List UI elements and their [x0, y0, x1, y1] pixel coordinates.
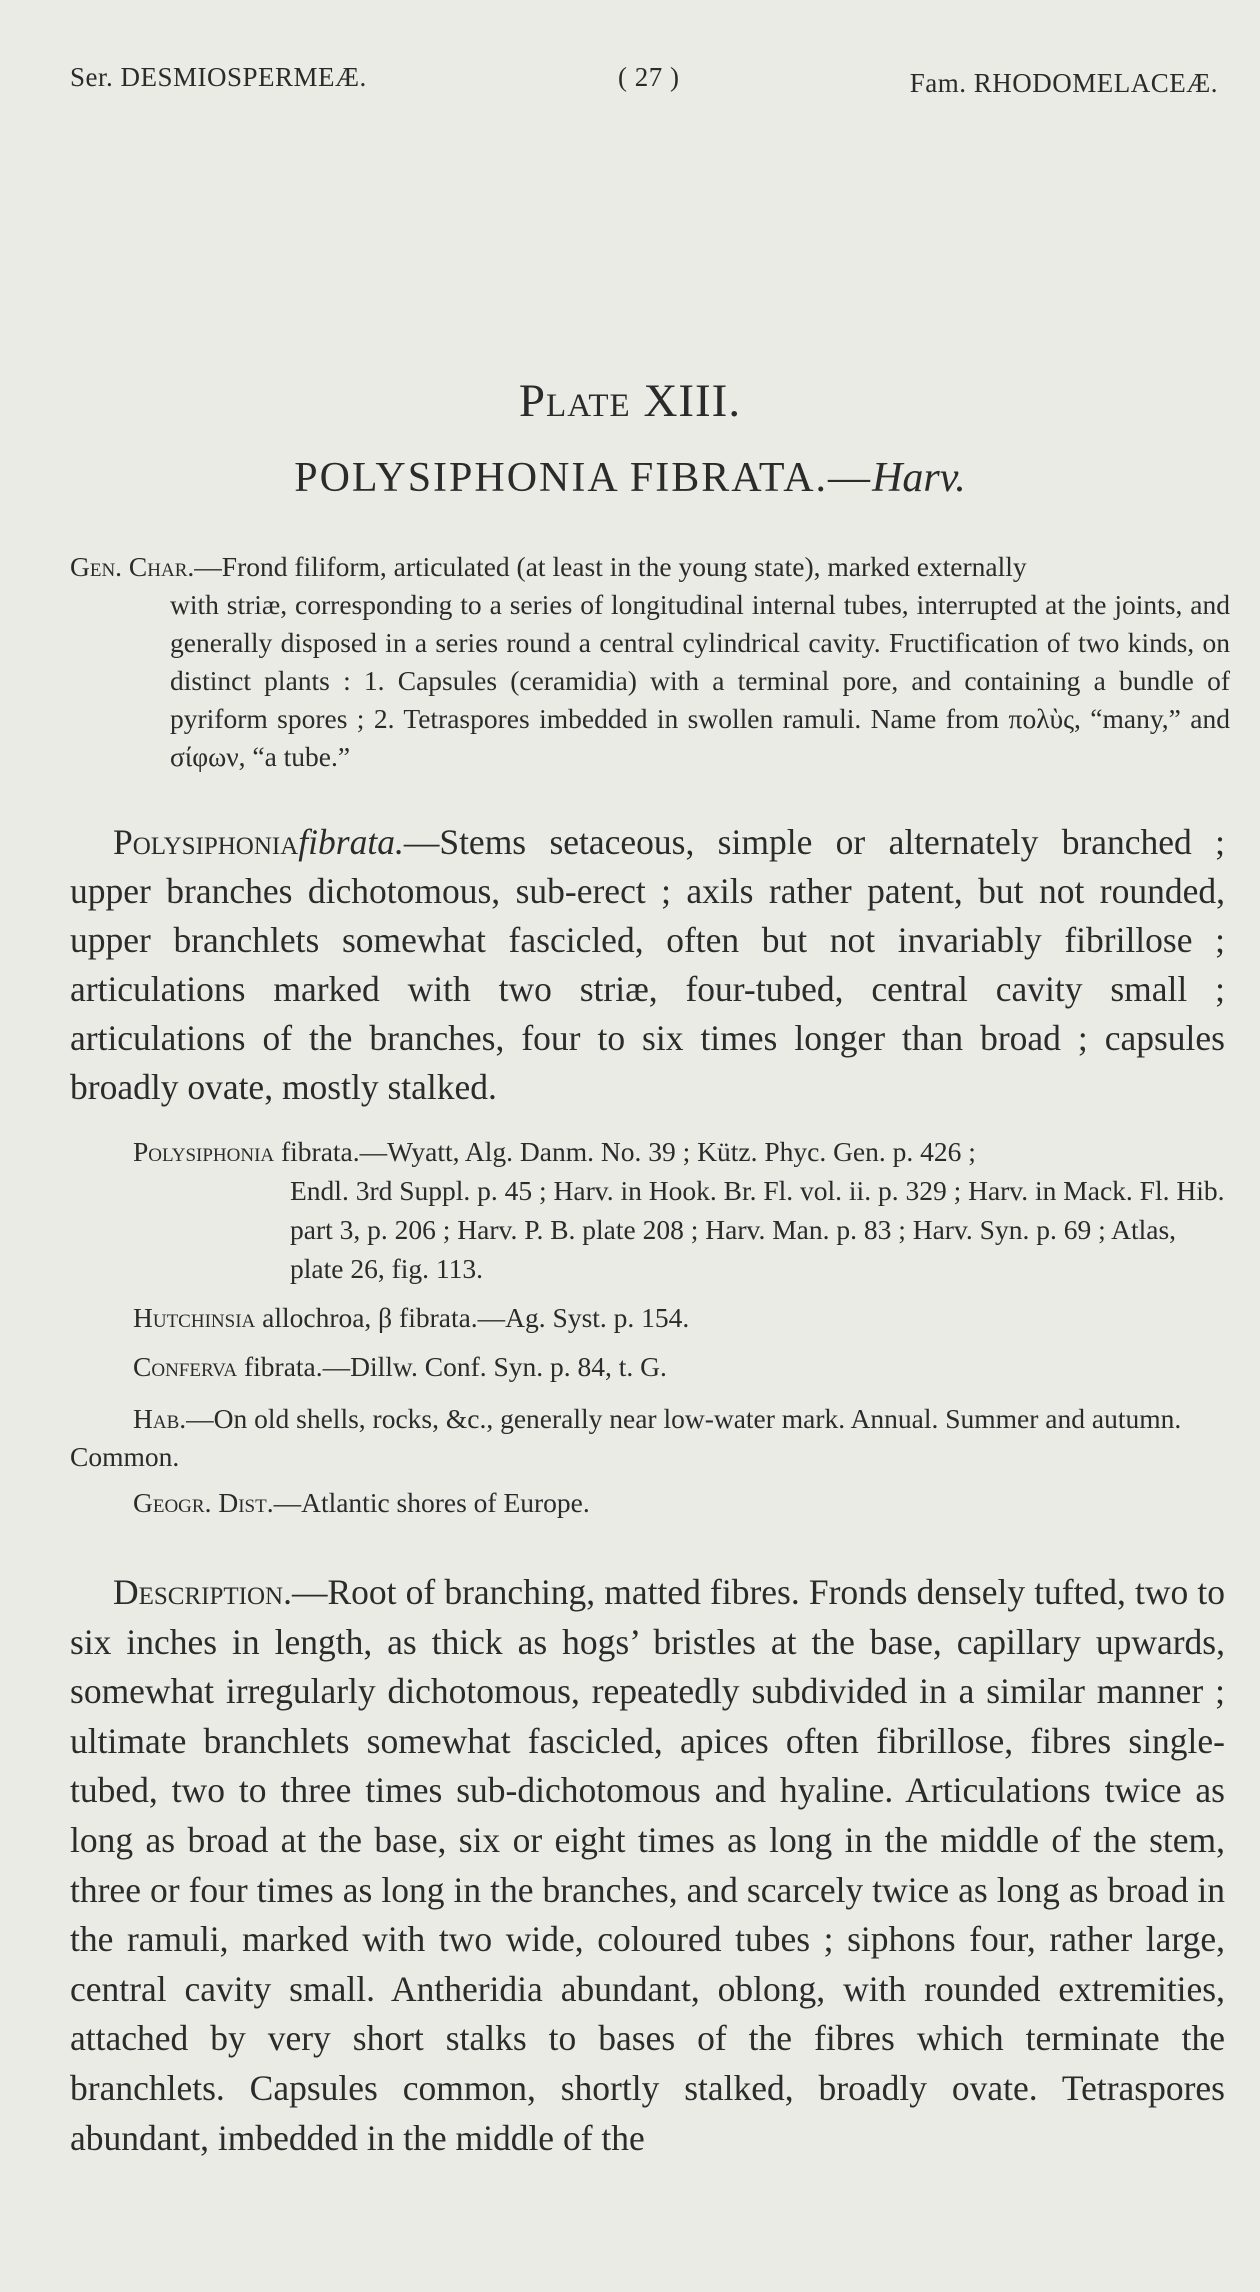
- generic-character-label: Gen. Char.: [70, 551, 195, 582]
- plate-title: Plate XIII.: [518, 375, 742, 427]
- diagnosis-genus: Polysiphonia: [113, 822, 299, 862]
- diagnosis-species: fibrata.: [298, 822, 404, 862]
- synonymy-continuation: Endl. 3rd Suppl. p. 45 ; Harv. in Hook. Br. Fl. vol. ii. p. 329 ; Harv. in Mack. Fl. Hib. part 3, p. 206 ; Harv. P. B. plate 208 ; Harv. Man. p. 83 ; Harv. Syn. p. 69 ; Atlas, plate 26, fig. 113.: [290, 1175, 1225, 1284]
- synonymy-reference: fibrata.—Dillw. Conf. Syn. p. 84, t. G.: [243, 1351, 667, 1382]
- specific-diagnosis: [70, 818, 1225, 1112]
- synonymy-list: [133, 1132, 1225, 1396]
- description-paragraph: [70, 1568, 1225, 2163]
- habitat-label: Hab.: [133, 1403, 187, 1434]
- generic-character-line1: —Frond filiform, articulated (at least in the young state), marked externally: [194, 551, 1027, 582]
- generic-character-first-line: [70, 548, 1230, 586]
- synonymy-entry: [133, 1298, 1225, 1337]
- distribution-label: Geogr. Dist.: [133, 1487, 274, 1518]
- synonymy-reference: fibrata.—Wyatt, Alg. Danm. No. 39 ; Kütz. Phyc. Gen. p. 426 ;: [281, 1136, 976, 1167]
- species-title: [0, 454, 1260, 502]
- habitat-section: [70, 1400, 1225, 1530]
- distribution-paragraph: [70, 1484, 1225, 1522]
- species-author: Harv.: [872, 455, 966, 501]
- synonymy-entry: [133, 1347, 1225, 1386]
- distribution-text: —Atlantic shores of Europe.: [273, 1487, 590, 1518]
- synonymy-genus: Conferva: [133, 1351, 238, 1382]
- series-heading: Ser. DESMIOSPERMEÆ.: [70, 62, 367, 92]
- generic-character: [70, 548, 1230, 776]
- synonymy-entry: [133, 1132, 1225, 1288]
- synonymy-first-line: [133, 1298, 1225, 1337]
- generic-character-body: with striæ, corresponding to a series of longitudinal internal tubes, interrupted at the joints, and generally disposed in a series round a central cylindrical cavity. Fructification of two kinds, on distinct plants : 1. Capsules (ceramidia) with a terminal pore, and containing a bundle of pyriform spores ; 2. Tetraspores imbedded in swollen ramuli. Name from πολὺς, “many,” and σίφων, “a tube.”: [170, 589, 1230, 772]
- description-text: —Root of branching, matted fibres. Fronds densely tufted, two to six inches in length, as thick as hogs’ bristles at the base, capillary upwards, somewhat irregularly dichotomous, repeatedly subdivided in a similar manner ; ultimate branchlets somewhat fascicled, apices often fibrillose, fibres single-tubed, two to three times sub-dichotomous and hyaline. Articulations twice as long as broad at the base, six or eight times as long in the middle of the stem, three or four times as long in the branches, and scarcely twice as long as broad in the ramuli, marked with two wide, coloured tubes ; siphons four, rather large, central cavity small. Antheridia abundant, oblong, with rounded extremities, attached by very short stalks to bases of the fibres which terminate the branchlets. Capsules common, shortly stalked, broadly ovate. Tetraspores abundant, imbedded in the middle of the: [70, 1572, 1225, 2158]
- synonymy-genus: Hutchinsia: [133, 1302, 256, 1333]
- diagnosis-text: —Stems setaceous, simple or alternately branched ; upper branches dichotomous, sub-erect ; axils rather patent, but not rounded, upper branchlets somewhat fascicled, often but not invariably fibrillose ; articulations marked with two striæ, four-tubed, central cavity small ; articulations of the branches, four to six times longer than broad ; capsules broadly ovate, mostly stalked.: [70, 822, 1225, 1107]
- synonymy-first-line: [133, 1347, 1225, 1386]
- page-number: ( 27 ): [618, 62, 680, 92]
- habitat-paragraph: [70, 1400, 1225, 1476]
- description-label: Description.: [113, 1572, 292, 1612]
- synonymy-first-line: [133, 1132, 1225, 1171]
- species-name: POLYSIPHONIA FIBRATA.—: [294, 455, 873, 501]
- description-section: [70, 1568, 1225, 2163]
- family-heading: Fam. RHODOMELACEÆ.: [909, 68, 1218, 98]
- diagnosis-paragraph: [70, 818, 1225, 1112]
- running-head: [70, 62, 1218, 102]
- synonymy-genus: Polysiphonia: [133, 1136, 275, 1167]
- synonymy-reference: allochroa, β fibrata.—Ag. Syst. p. 154.: [262, 1302, 690, 1333]
- habitat-text: —On old shells, rocks, &c., generally near low-water mark. Annual. Summer and autumn. Common.: [70, 1403, 1182, 1472]
